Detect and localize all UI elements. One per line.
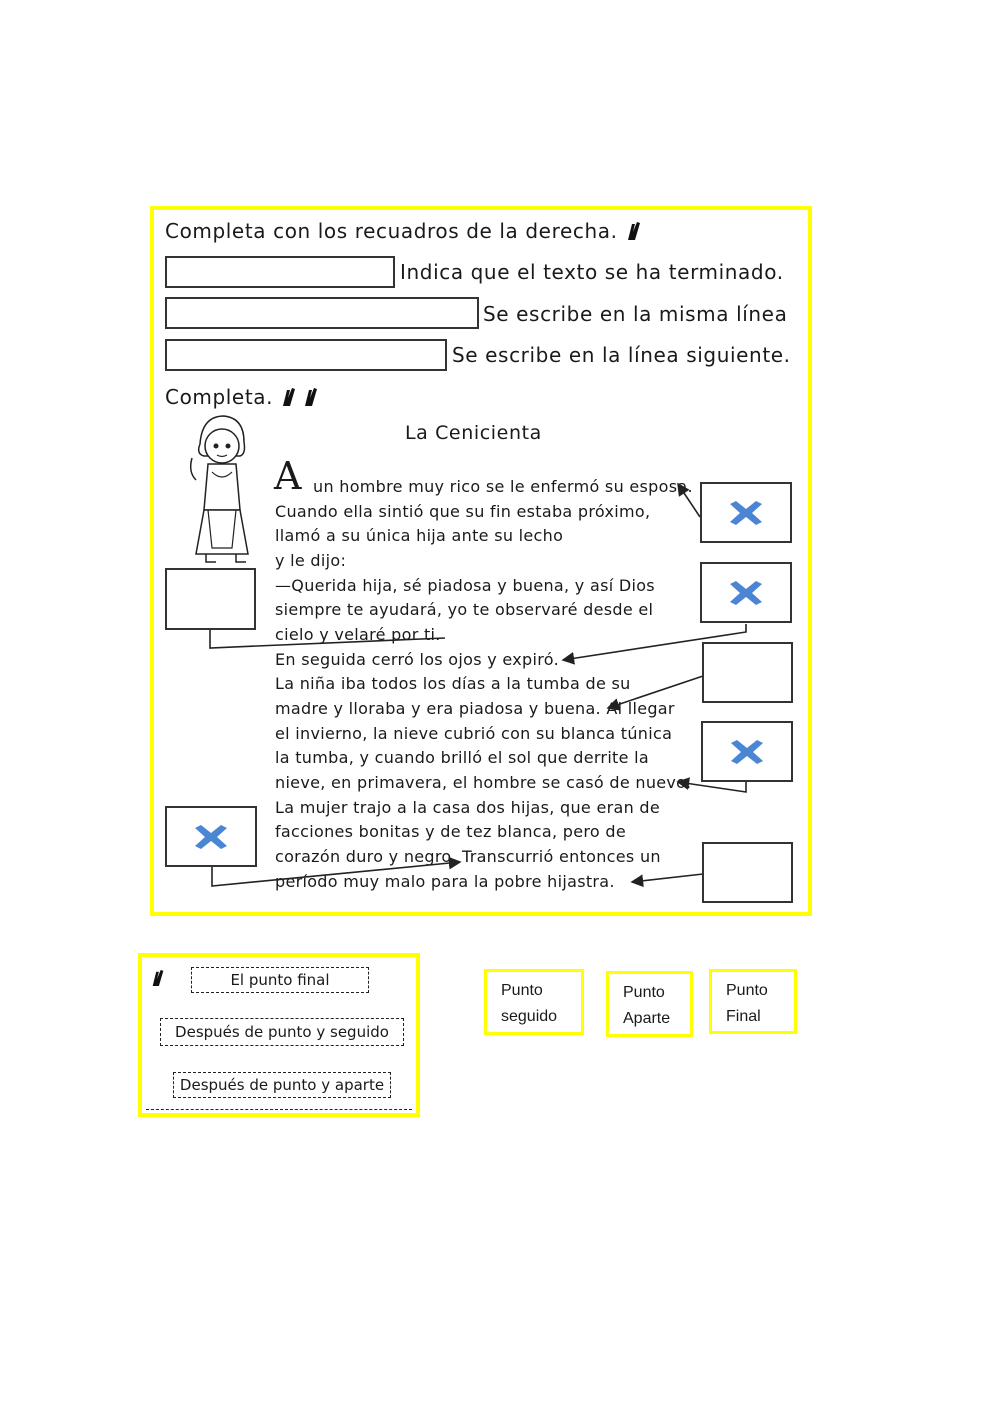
item-3-text: Se escribe en la línea siguiente. [452, 343, 791, 367]
story-line-6: siempre te ayudará, yo te observaré desde el [275, 600, 654, 619]
story-line-15: facciones bonitas y de tez blanca, pero de [275, 822, 626, 841]
answer-box-2[interactable] [700, 562, 792, 623]
story-line-17: período muy malo para la pobre hijastra. [275, 872, 615, 891]
answer-box-4[interactable] [701, 721, 793, 782]
definition-tag-1[interactable]: El punto final [191, 967, 369, 993]
definition-tag-3[interactable]: Después de punto y aparte [173, 1072, 391, 1098]
card-punto-final[interactable]: Punto Final [709, 969, 797, 1034]
drop-cap: A [274, 454, 302, 498]
story-line-9: La niña iba todos los días a la tumba de su [275, 674, 631, 693]
answer-box-5[interactable] [702, 842, 793, 903]
exercise2-title: Completa. [165, 385, 322, 409]
answer-box-1[interactable] [700, 482, 792, 543]
story-line-2: Cuando ella sintió que su fin estaba próximo, [275, 502, 651, 521]
story-title: La Cenicienta [405, 422, 542, 444]
dashed-divider [146, 1109, 412, 1110]
cross-icon [726, 578, 766, 608]
exercise1-title: Completa con los recuadros de la derecha. [165, 219, 643, 243]
card-punto-aparte[interactable]: Punto Aparte [606, 971, 693, 1037]
cross-icon [191, 822, 231, 852]
story-line-12: la tumba, y cuando brilló el sol que derrite la [275, 748, 650, 767]
story-line-8: En seguida cerró los ojos y expiró. [275, 650, 559, 669]
story-line-10: madre y lloraba y era piadosa y buena. Al llegar [275, 699, 675, 718]
story-line-5: —Querida hija, sé piadosa y buena, y así Dios [275, 576, 655, 595]
answer-box-3[interactable] [702, 642, 793, 703]
item-1-text: Indica que el texto se ha terminado. [400, 260, 784, 284]
cross-icon [726, 498, 766, 528]
story-line-7: cielo y velaré por ti. [275, 625, 441, 644]
definition-tag-2[interactable]: Después de punto y seguido [160, 1018, 404, 1046]
story-line-14: La mujer trajo a la casa dos hijas, que eran de [275, 798, 661, 817]
story-line-3: llamó a su única hija ante su lecho [275, 526, 564, 545]
story-line-4: y le dijo: [275, 551, 347, 570]
cross-icon [727, 737, 767, 767]
story-line-13: nieve, en primavera, el hombre se casó de nuevo. [275, 773, 692, 792]
story-line-1: un hombre muy rico se le enfermó su esposa. [313, 477, 693, 496]
pencil-icon [150, 968, 166, 988]
item-2-text: Se escribe en la misma línea [483, 302, 788, 326]
answer-box-left-2[interactable] [165, 806, 257, 867]
card-punto-seguido[interactable]: Punto seguido [484, 969, 584, 1035]
answer-box-left-1[interactable] [165, 568, 256, 630]
story-line-11: el invierno, la nieve cubrió con su blanca túnica [275, 724, 673, 743]
story-line-16: corazón duro y negro. Transcurrió entonces un [275, 847, 661, 866]
